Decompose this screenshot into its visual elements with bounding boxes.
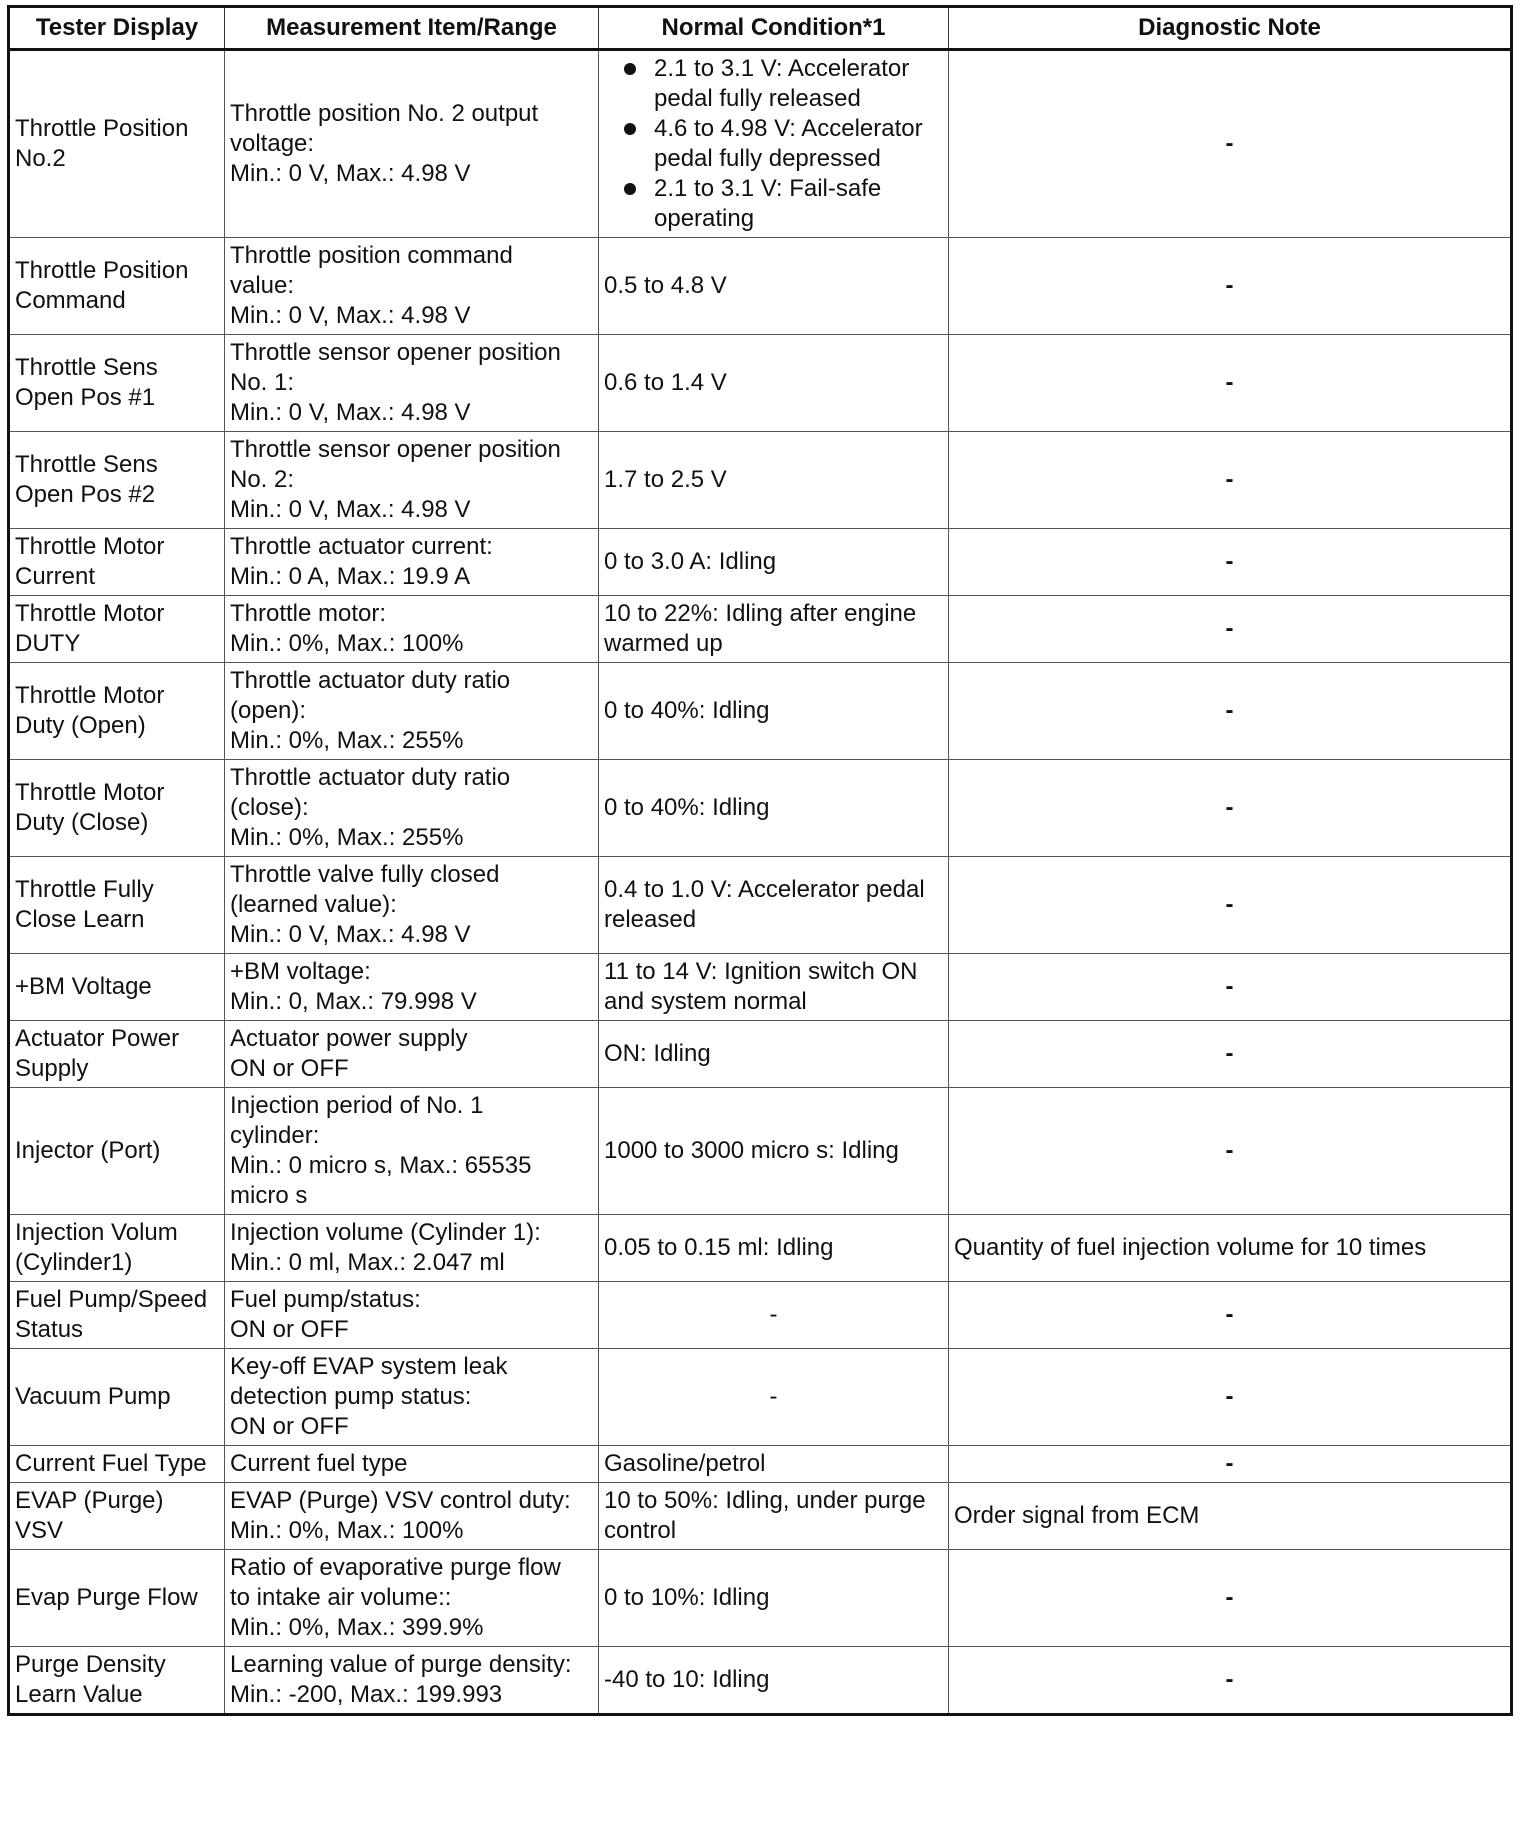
cell-measurement-item [225,1483,599,1550]
cell-text-line: pedal fully released [654,85,861,112]
table-row [9,1349,1512,1446]
cell-normal-condition [599,335,949,432]
cell-text-line: 0.6 to 1.4 V [604,369,727,396]
cell-normal-condition [599,1483,949,1550]
cell-text-line: Actuator power supply [230,1025,468,1052]
cell-text-line: ON: Idling [604,1040,711,1067]
cell-normal-condition [599,760,949,857]
cell-text-line: Fuel pump/status: [230,1286,421,1313]
cell-text-line: 0 to 3.0 A: Idling [604,548,777,575]
cell-text-line: Min.: 0 V, Max.: 4.98 V [230,160,471,187]
cell-tester-display [9,760,225,857]
condition-bullet-list [604,54,943,234]
cell-text-line: Throttle Sens [15,354,158,381]
cell-text-line: Key-off EVAP system leak [230,1353,508,1380]
cell-tester-display [9,1349,225,1446]
cell-text-line: 0.05 to 0.15 ml: Idling [604,1234,834,1261]
table-row [9,1215,1512,1282]
table-header-row [9,7,1512,50]
cell-text-line: released [604,906,697,933]
header-measurement-item: Measurement Item/Range [225,7,599,50]
cell-text-line: control [604,1517,677,1544]
cell-text-line: 2.1 to 3.1 V: Fail-safe [654,175,882,202]
cell-measurement-item [225,238,599,335]
cell-text-line: DUTY [15,630,81,657]
cell-text-line: Min.: 0%, Max.: 255% [230,727,464,754]
table-row [9,1088,1512,1215]
cell-diagnostic-note: - [949,1647,1512,1715]
cell-text-line: Open Pos #2 [15,481,156,508]
header-diagnostic-note: Diagnostic Note [949,7,1512,50]
cell-text-line: No. 2: [230,466,295,493]
cell-tester-display [9,335,225,432]
cell-text-line: EVAP (Purge) [15,1487,164,1514]
cell-text-line: (open): [230,697,307,724]
cell-normal-condition [599,238,949,335]
cell-tester-display [9,663,225,760]
table-row [9,1282,1512,1349]
cell-text-line: Throttle motor: [230,600,387,627]
cell-text-line: Learn Value [15,1681,143,1708]
cell-text-line: 0 to 40%: Idling [604,697,770,724]
cell-text-line: Ratio of evaporative purge flow [230,1554,561,1581]
cell-diagnostic-note: - [949,238,1512,335]
cell-text-line: Min.: 0%, Max.: 100% [230,1517,464,1544]
cell-text-line: EVAP (Purge) VSV control duty: [230,1487,571,1514]
cell-tester-display [9,1550,225,1647]
cell-measurement-item [225,432,599,529]
cell-text-line: pedal fully depressed [654,145,881,172]
cell-text-line: Actuator Power [15,1025,180,1052]
cell-text-line: Throttle actuator current: [230,533,493,560]
cell-diagnostic-note: - [949,954,1512,1021]
table-row [9,1446,1512,1483]
cell-text-line: Duty (Open) [15,712,146,739]
header-tester-display: Tester Display [9,7,225,50]
cell-measurement-item [225,760,599,857]
cell-text-line: Supply [15,1055,89,1082]
cell-tester-display [9,1282,225,1349]
cell-text-line: Min.: 0 micro s, Max.: 65535 [230,1152,532,1179]
cell-text-line: Open Pos #1 [15,384,156,411]
cell-text-line: Min.: 0, Max.: 79.998 V [230,988,477,1015]
cell-text-line: Gasoline/petrol [604,1450,766,1477]
cell-text-line: -40 to 10: Idling [604,1666,770,1693]
cell-text-line: Vacuum Pump [15,1383,171,1410]
cell-diagnostic-note: - [949,1021,1512,1088]
cell-text-line: micro s [230,1182,308,1209]
cell-text-line: 1000 to 3000 micro s: Idling [604,1137,899,1164]
bullet-icon [624,183,636,195]
cell-diagnostic-note: - [949,529,1512,596]
cell-normal-condition [599,857,949,954]
cell-text-line: voltage: [230,130,315,157]
cell-text-line: detection pump status: [230,1383,472,1410]
table-row [9,760,1512,857]
cell-text-line: Min.: 0 V, Max.: 4.98 V [230,399,471,426]
cell-measurement-item [225,1349,599,1446]
cell-text-line: Throttle actuator duty ratio [230,764,511,791]
cell-text-line: 10 to 22%: Idling after engine [604,600,917,627]
cell-text-line: ON or OFF [230,1055,349,1082]
cell-tester-display [9,50,225,238]
cell-text-line: cylinder: [230,1122,320,1149]
list-item [654,54,943,114]
cell-normal-condition [599,1215,949,1282]
table-row [9,663,1512,760]
cell-text-line: Throttle position No. 2 output [230,100,539,127]
cell-tester-display [9,1647,225,1715]
cell-diagnostic-note: - [949,857,1512,954]
cell-text-line: +BM voltage: [230,958,371,985]
cell-text-line: 0 to 40%: Idling [604,794,770,821]
cell-text-line: Throttle Motor [15,779,165,806]
cell-text-line: Min.: 0 ml, Max.: 2.047 ml [230,1249,505,1276]
table-row [9,1021,1512,1088]
cell-text-line: and system normal [604,988,807,1015]
cell-text-line: Throttle position command [230,242,513,269]
cell-text-line: Injection Volum [15,1219,178,1246]
cell-text-line: ON or OFF [230,1413,349,1440]
cell-tester-display [9,1021,225,1088]
cell-text-line: Min.: 0 V, Max.: 4.98 V [230,496,471,523]
cell-diagnostic-note: Quantity of fuel injection volume for 10 times [949,1215,1512,1282]
cell-normal-condition [599,596,949,663]
table-row [9,529,1512,596]
cell-measurement-item [225,954,599,1021]
table-row [9,1647,1512,1715]
cell-text-line: Throttle sensor opener position [230,339,561,366]
cell-diagnostic-note: - [949,1446,1512,1483]
bullet-icon [624,123,636,135]
cell-text-line: Close Learn [15,906,145,933]
cell-text-line: Current [15,563,96,590]
cell-measurement-item [225,663,599,760]
cell-text-line: Throttle Motor [15,682,165,709]
cell-text-line: Throttle Position [15,257,189,284]
cell-text-line: Injection period of No. 1 [230,1092,484,1119]
table-row [9,50,1512,238]
cell-text-line: Throttle Motor [15,533,165,560]
cell-text-line: Injection volume (Cylinder 1): [230,1219,541,1246]
cell-text-line: 0.4 to 1.0 V: Accelerator pedal [604,876,925,903]
cell-tester-display [9,1446,225,1483]
cell-text-line: Evap Purge Flow [15,1584,198,1611]
cell-normal-condition: - [599,1349,949,1446]
cell-text-line: Throttle Sens [15,451,158,478]
cell-text-line: (close): [230,794,309,821]
cell-normal-condition [599,1021,949,1088]
bullet-icon [624,63,636,75]
cell-text-line: Current Fuel Type [15,1450,207,1477]
cell-measurement-item [225,1215,599,1282]
cell-text-line: No. 1: [230,369,295,396]
cell-text-line: Fuel Pump/Speed [15,1286,208,1313]
cell-diagnostic-note: - [949,1349,1512,1446]
cell-text-line: warmed up [604,630,723,657]
cell-normal-condition [599,1088,949,1215]
cell-text-line: Purge Density [15,1651,166,1678]
cell-normal-condition [599,954,949,1021]
cell-tester-display [9,1483,225,1550]
cell-text-line: 4.6 to 4.98 V: Accelerator [654,115,923,142]
cell-diagnostic-note: - [949,663,1512,760]
cell-text-line: Command [15,287,126,314]
table-body [9,50,1512,1715]
table-row [9,596,1512,663]
cell-normal-condition [599,1550,949,1647]
cell-text-line: Throttle valve fully closed [230,861,500,888]
cell-measurement-item [225,1446,599,1483]
cell-tester-display [9,1088,225,1215]
cell-text-line: Throttle sensor opener position [230,436,561,463]
cell-text-line: Current fuel type [230,1450,408,1477]
cell-measurement-item [225,857,599,954]
cell-text-line: 0 to 10%: Idling [604,1584,770,1611]
cell-text-line: Min.: 0%, Max.: 100% [230,630,464,657]
cell-text-line: No.2 [15,145,66,172]
cell-diagnostic-note: - [949,432,1512,529]
cell-text-line: Status [15,1316,84,1343]
cell-text-line: 0.5 to 4.8 V [604,272,727,299]
cell-normal-condition: - [599,1282,949,1349]
cell-text-line: value: [230,272,295,299]
cell-text-line: Min.: 0%, Max.: 255% [230,824,464,851]
cell-normal-condition [599,1446,949,1483]
cell-tester-display [9,596,225,663]
cell-measurement-item [225,1021,599,1088]
cell-text-line: Throttle Fully [15,876,154,903]
cell-text-line: 11 to 14 V: Ignition switch ON [604,958,918,985]
cell-measurement-item [225,529,599,596]
cell-text-line: Injector (Port) [15,1137,161,1164]
cell-text-line: VSV [15,1517,64,1544]
list-item [654,114,943,174]
cell-normal-condition [599,50,949,238]
cell-diagnostic-note: - [949,760,1512,857]
cell-tester-display [9,857,225,954]
cell-text-line: Throttle Position [15,115,189,142]
cell-tester-display [9,529,225,596]
cell-tester-display [9,1215,225,1282]
cell-text-line: Min.: -200, Max.: 199.993 [230,1681,503,1708]
cell-tester-display [9,432,225,529]
cell-text-line: +BM Voltage [15,973,152,1000]
cell-text-line: Throttle Motor [15,600,165,627]
cell-text-line: (learned value): [230,891,397,918]
cell-text-line: (Cylinder1) [15,1249,133,1276]
cell-measurement-item [225,335,599,432]
cell-text-line: ON or OFF [230,1316,349,1343]
table-row [9,954,1512,1021]
list-item [654,174,943,234]
table-row [9,432,1512,529]
cell-text-line: Min.: 0%, Max.: 399.9% [230,1614,484,1641]
cell-measurement-item [225,50,599,238]
cell-measurement-item [225,1282,599,1349]
cell-text-line: Min.: 0 V, Max.: 4.98 V [230,302,471,329]
table-row [9,1550,1512,1647]
cell-text-line: operating [654,205,755,232]
cell-text-line: 1.7 to 2.5 V [604,466,727,493]
cell-diagnostic-note: - [949,1088,1512,1215]
cell-text-line: Duty (Close) [15,809,149,836]
cell-text-line: Min.: 0 A, Max.: 19.9 A [230,563,471,590]
header-normal-condition: Normal Condition*1 [599,7,949,50]
cell-text-line: 10 to 50%: Idling, under purge [604,1487,926,1514]
table-row [9,335,1512,432]
table-row [9,857,1512,954]
cell-normal-condition [599,663,949,760]
table-row [9,1483,1512,1550]
cell-diagnostic-note: - [949,1550,1512,1647]
cell-measurement-item [225,1088,599,1215]
cell-diagnostic-note: - [949,1282,1512,1349]
cell-measurement-item [225,1647,599,1715]
cell-text-line: Learning value of purge density: [230,1651,572,1678]
cell-normal-condition [599,432,949,529]
cell-text-line: Min.: 0 V, Max.: 4.98 V [230,921,471,948]
table-row [9,238,1512,335]
cell-normal-condition [599,1647,949,1715]
cell-tester-display [9,954,225,1021]
data-list-table [7,5,1513,1716]
cell-text-line: Throttle actuator duty ratio [230,667,511,694]
cell-diagnostic-note: - [949,335,1512,432]
cell-measurement-item [225,1550,599,1647]
cell-tester-display [9,238,225,335]
cell-diagnostic-note: - [949,596,1512,663]
cell-diagnostic-note: Order signal from ECM [949,1483,1512,1550]
cell-measurement-item [225,596,599,663]
cell-diagnostic-note: - [949,50,1512,238]
cell-text-line: to intake air volume:: [230,1584,452,1611]
cell-normal-condition [599,529,949,596]
cell-text-line: 2.1 to 3.1 V: Accelerator [654,55,910,82]
